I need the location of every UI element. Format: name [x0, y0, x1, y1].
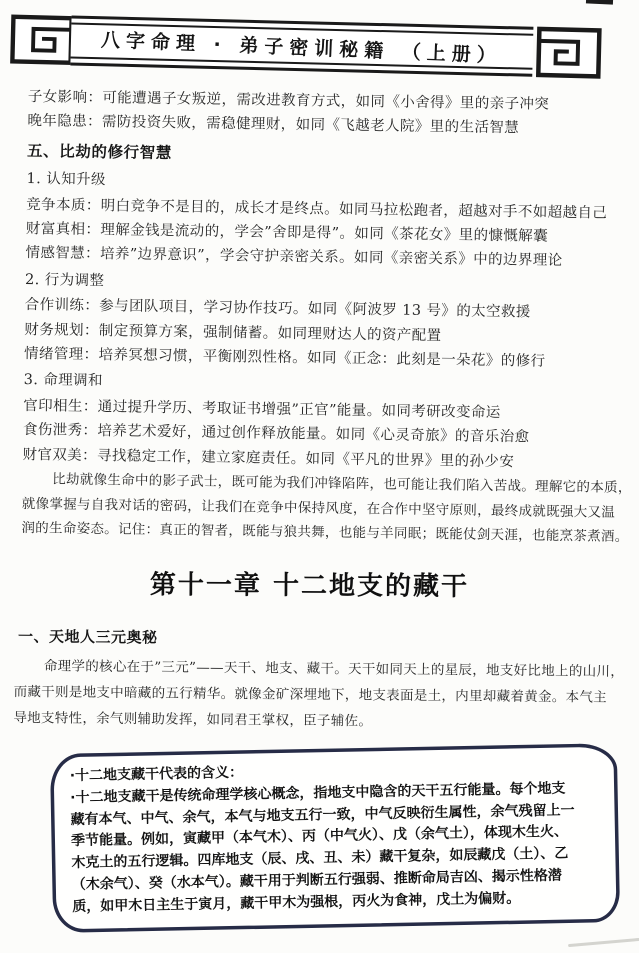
- body-line: 情感智慧：培养”边界意识”，学会守护亲密关系。如同《亲密关系》中的边界理论: [25, 245, 563, 270]
- paragraph-line: 导地支特性，余气则辅助发挥，如同君王掌权，臣子辅佐。: [13, 709, 373, 730]
- subheading-behavior: 2. 行为调整: [24, 271, 105, 289]
- chapter-title: 第十一章 十二地支的藏干: [149, 570, 470, 602]
- body-line: 情绪管理：培养冥想习惯，平衡刚烈性格。如同《正念：此刻是一朵花》的修行: [23, 346, 546, 370]
- scan-artifact-top-right: [586, 0, 613, 5]
- note-box-line: （木余气）、癸（水本气）。藏干用于判断五行强弱、推断命局吉凶、揭示性格潜: [71, 867, 562, 894]
- banner-strip-inner: [71, 22, 534, 69]
- body-line: 晚年隐患：需防投资失败，需稳健理财，如同《飞越老人院》里的生活智慧: [27, 113, 520, 137]
- note-box-line: 质，如甲木日主生于寅月，藏干甲木为强根，丙火为食神，戊土为偏财。: [72, 890, 521, 915]
- note-box-line: 季节能量。例如，寅藏甲（本气木）、丙（中气火）、戊（余气土），体现木生火、: [70, 823, 569, 850]
- body-line: 财务规划：制定预算方案，强制储蓄。如同理财达人的资产配置: [24, 321, 442, 344]
- note-box-line: ·十二地支藏干是传统命理学核心概念，指地支中隐含的天干五行能量。每个地支: [70, 780, 566, 806]
- closing-paragraph-line: 就像掌握与自我对话的密码，让我们在竞争中保持风度，在合作中坚守原则，最终成就既强大又温: [21, 495, 616, 521]
- header-banner: [9, 12, 608, 81]
- scan-artifact-bottom-right: [568, 938, 639, 947]
- body-line: 财富真相：理解金钱是流动的，学会”舍即是得”。如同《茶花女》里的慷慨解囊: [25, 221, 549, 245]
- note-box-line: 木克土的五行逻辑。四库地支（辰、戌、丑、未）藏干复杂，如辰藏戊（土）、乙: [71, 845, 569, 872]
- body-line: 食伤泄秀：培养艺术爱好，通过创作释放能量。如同《心灵奇旅》的音乐治愈: [22, 422, 530, 446]
- note-box-title: ·十二地支藏干代表的含义：: [69, 764, 244, 785]
- bijie-wisdom-section: [21, 85, 632, 549]
- body-line: 官印相生：通过提升学历、考取证书增强”正官”能量。如同考研改变命运: [23, 397, 501, 421]
- subsection-heading-three-origins: 一、天地人三元奥秘: [17, 627, 158, 647]
- body-line: 财官双美：寻找稳定工作，建立家庭责任。如同《平凡的世界》里的孙少安: [22, 446, 515, 470]
- book-title: 八字命理 · 弟子密训秘籍 （上册）: [101, 29, 503, 68]
- closing-paragraph-line: 比劫就像生命中的影子武士，既可能为我们冲锋陷阵，也可能让我们陷入苦战。理解它的本质，: [52, 471, 632, 497]
- body-line: 竞争本质：明白竞争不是目的，成长才是终点。如同马拉松跑者，超越对手不如超越自己: [26, 196, 608, 222]
- closing-paragraph-line: 润的生命姿态。记住：真正的智者，既能与狼共舞，也能与羊同眠；既能仗剑天涯，也能烹茶煮酒。: [21, 519, 629, 545]
- section-heading-bijie: 五、比劫的修行智慧: [26, 141, 173, 162]
- paragraph-line: 而藏干则是地支中暗藏的五行精华。就像金矿深埋地下，地支表面是土，内里却藏着黄金。本气主: [13, 683, 608, 706]
- greek-key-ornament-right-icon: [529, 25, 608, 81]
- banner-strip: [70, 15, 533, 76]
- paragraph-line: 命理学的核心在于”三元”——天干、地支、藏干。天干如同天上的星辰，地支好比地上的山川，: [43, 658, 625, 680]
- hidden-stems-note-box: [50, 744, 619, 932]
- body-line: 子女影响：可能遭遇子女叛逆，需改进教育方式，如同《小舍得》里的亲子冲突: [27, 88, 550, 113]
- greek-key-ornament-left-icon: [9, 12, 74, 68]
- subheading-cognition: 1. 认知升级: [26, 171, 106, 189]
- note-box-line: 藏有本气、中气、余气，本气与地支五行一致，中气反映衍生属性，余气残留上一: [70, 801, 575, 828]
- subheading-harmony: 3. 命理调和: [23, 372, 103, 390]
- chapter-intro-paragraph: [13, 653, 624, 737]
- body-line: 合作训练：参与团队项目，学习协作技巧。如同《阿波罗 13 号》的太空救援: [24, 297, 531, 321]
